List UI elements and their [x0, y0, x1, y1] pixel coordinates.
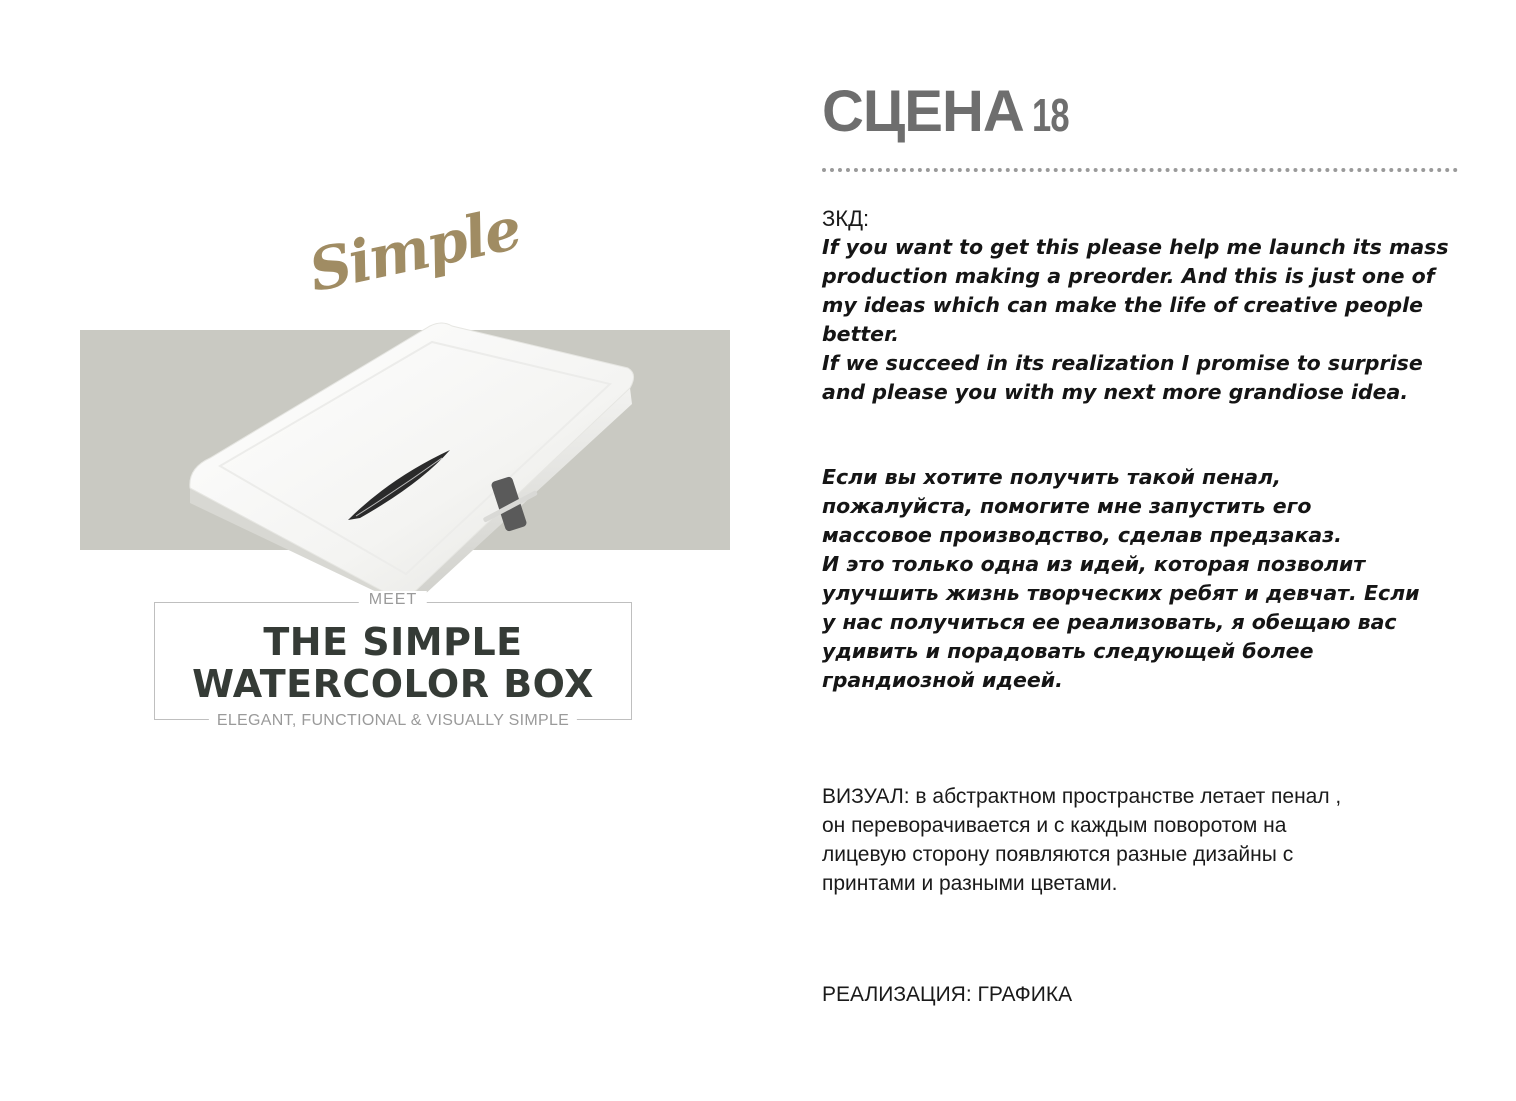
- zkd-english-text: If you want to get this please help me launch its mass production making a preorder. And this is just one of my ideas which can make the life of creative people better. If we succeed in its realization I promise to surprise and please you with my next more grandiose idea.: [822, 235, 1449, 404]
- frame-top-label: MEET: [359, 591, 427, 609]
- visual-description: ВИЗУАЛ: в абстрактном пространстве летает пенал , он переворачивается и с каждым поворотом на лицевую сторону появляются разные дизайны с принтами и разными цветами.: [822, 785, 1342, 895]
- product-tagline: ELEGANT, FUNCTIONAL & VISUALLY SIMPLE: [209, 712, 577, 730]
- product-title-line2: WATERCOLOR BOX: [192, 662, 594, 706]
- realization-note: РЕАЛИЗАЦИЯ: ГРАФИКА: [822, 983, 1073, 1006]
- brand-script-logo: Simple: [303, 194, 526, 306]
- watercolor-box-image: [180, 308, 680, 608]
- scene-heading: [822, 78, 1081, 145]
- product-illustration: [80, 194, 732, 740]
- scene-title: СЦЕНА: [822, 79, 1024, 144]
- zkd-russian-text: Если вы хотите получить такой пенал, пожалуйста, помогите мне запустить его массовое производство, сделав предзаказ. И это только одна из идей, которая позволит улучшить жизнь творческих ребят и девчат. Если у нас получиться ее реализовать, я обещаю вас удивить и порадовать следующей более грандиозной идеей.: [822, 465, 1420, 692]
- scene-number: 18: [1031, 89, 1069, 141]
- zkd-label: ЗКД:: [822, 206, 870, 231]
- product-title-frame: [154, 591, 632, 729]
- product-title-line1: THE SIMPLE: [263, 620, 523, 664]
- divider: [822, 168, 1458, 172]
- product-title: [155, 621, 631, 705]
